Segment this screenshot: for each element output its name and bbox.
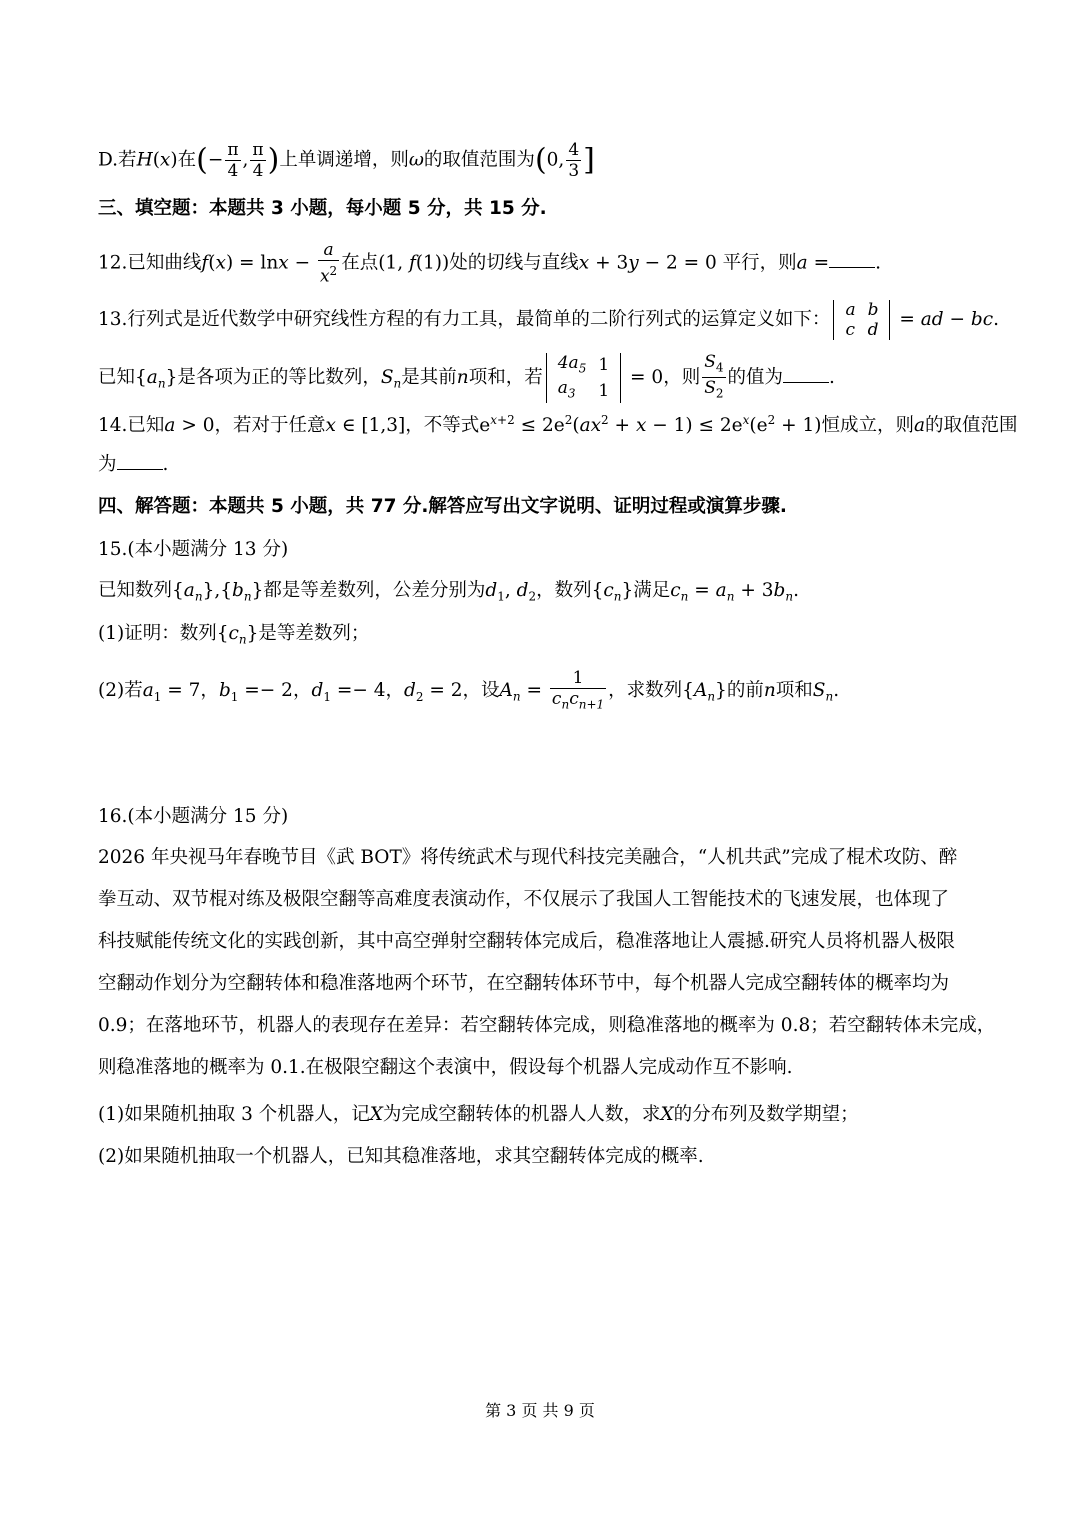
- text: 14.已知: [98, 415, 165, 437]
- text: 为: [98, 454, 117, 475]
- text: ，求数列: [608, 680, 683, 702]
- text: 处的切线与直线: [449, 252, 579, 274]
- q11-option-d: D.若H(x)在(− $\frac{\pi}{4}$ , $\frac{\pi}{4}$ )上单调递增，则ω的取值范围为(0, $\frac{4}{3}$ ]: [98, 140, 595, 181]
- fraction: $\frac{\pi}{4}$: [252, 140, 264, 181]
- text: 项和: [775, 680, 813, 702]
- paragraph-line: 2026 年央视马年春晚节目《武 BOT》将传统武术与现代科技完美融合，“人机共武”完成了棍术攻防、醉: [98, 847, 958, 868]
- text: ，设: [462, 680, 500, 702]
- text: .: [829, 366, 835, 388]
- text: 的取值范围为: [423, 149, 535, 171]
- page-footer: 第 3 页 共 9 页: [485, 1401, 595, 1420]
- question-15-part1: (1)证明：数列$\{c_n\}$是等差数列；: [98, 623, 370, 647]
- question-16-title: 16.(本小题满分 15 分): [98, 806, 289, 827]
- fraction: $\frac{S_4}{S_2}$: [704, 352, 724, 401]
- text: (2)若: [98, 680, 143, 702]
- answer-blank[interactable]: [829, 249, 875, 268]
- text: 13.行列式是近代数学中研究线性方程的有力工具，最简单的二阶行列式的运算定义如下：: [98, 309, 831, 330]
- text: 是等差数列；: [258, 623, 370, 644]
- paragraph-line: 科技赋能传统文化的实践创新，其中高空弹射空翻转体完成后，稳准落地让人震撼.研究人员将机器人极限: [98, 931, 955, 952]
- question-15-part2: (2)若$a_1 = 7$，$b_1 =- 2$，$d_1 =- 4$，$d_2 = 2$，设$A_n$ = $\frac{1}{c_nc_{n+1}}$ ，求数列$\{A_n\}$的前n项和$S_n$.: [98, 668, 982, 714]
- text: 是其前: [401, 366, 457, 388]
- fraction: $\frac{a}{x^2}$: [319, 240, 338, 287]
- text: .: [162, 454, 169, 475]
- text: 项和，若: [468, 366, 543, 388]
- question-13-line1: 13.行列式是近代数学中研究线性方程的有力工具，最简单的二阶行列式的运算定义如下： a b c d = ad − bc.: [98, 300, 999, 340]
- answer-blank[interactable]: [783, 364, 829, 383]
- text: (1)如果随机抽取 3 个机器人，记: [98, 1104, 370, 1125]
- question-15-title: 15.(本小题满分 13 分): [98, 539, 289, 560]
- determinant: $4a_5$ 1 $a_3$ 1: [546, 353, 621, 404]
- text: 为完成空翻转体的机器人人数，求: [382, 1104, 661, 1125]
- text: 在: [177, 149, 197, 171]
- question-12: 12.已知曲线f(x) = lnx − $\frac{a}{x^2}$ 在点(1, f(1))处的切线与直线x + 3y − 2 = 0 平行，则a = .: [98, 240, 881, 287]
- text: 平行，则: [722, 252, 797, 274]
- text: 12.已知曲线: [98, 252, 202, 274]
- text: 是各项为正的等比数列，: [177, 366, 381, 388]
- text: 满足: [633, 580, 671, 601]
- text: 的值为: [727, 366, 784, 388]
- section-4-heading: 四、解答题：本题共 5 小题，共 77 分.解答应写出文字说明、证明过程或演算步骤.: [98, 496, 787, 517]
- question-14-line1: 14.已知a > 0，若对于任意x ∈ [1,3]，不等式$e^{x+2} \le 2e^2(ax^2 + x - 1) \le 2e^x(e^2 + 1)$恒成立，则a的取值范围: [98, 413, 1018, 437]
- question-16-part2: (2)如果随机抽取一个机器人，已知其稳准落地，求其空翻转体完成的概率.: [98, 1146, 704, 1167]
- text: 已知数列: [98, 580, 173, 601]
- text: (1)证明：数列: [98, 623, 217, 644]
- paragraph-line: 0.9；在落地环节，机器人的表现存在差异：若空翻转体完成，则稳准落地的概率为 0.8；若空翻转体未完成，: [98, 1015, 996, 1036]
- paragraph-line: 空翻动作划分为空翻转体和稳准落地两个环节，在空翻转体环节中，每个机器人完成空翻转体的概率均为: [98, 973, 950, 994]
- text: 在点: [341, 252, 379, 274]
- text: D.若: [98, 149, 137, 171]
- question-16-part1: (1)如果随机抽取 3 个机器人，记X为完成空翻转体的机器人人数，求X的分布列及数学期望；: [98, 1104, 859, 1125]
- text: 都是等差数列，公差分别为: [263, 580, 486, 601]
- question-13-line2: 已知$\{a_n\}$是各项为正的等比数列，$S_n$是其前n项和，若 $4a_5$ 1 $a_3$ 1 = 0，则 $\frac{S_4}{S_2}$ 的值为 .: [98, 352, 982, 404]
- text: ，则: [663, 366, 701, 388]
- fraction: $\frac{\pi}{4}$: [227, 140, 239, 181]
- paragraph-line: 则稳准落地的概率为 0.1.在极限空翻这个表演中，假设每个机器人完成动作互不影响.: [98, 1057, 793, 1078]
- text: 的前: [726, 680, 764, 702]
- text: .: [875, 252, 881, 274]
- text: 的分布列及数学期望；: [673, 1104, 859, 1125]
- text: ，不等式: [405, 415, 480, 437]
- text: ，若对于任意: [214, 415, 326, 437]
- question-14-line2: [98, 451, 982, 478]
- text: 已知: [98, 366, 136, 388]
- question-15-stem: 已知数列$\{a_n\},\{b_n\}$都是等差数列，公差分别为$d_1$, $d_2$，数列$\{c_n\}$满足$c_n = a_n + 3b_n$.: [98, 580, 799, 604]
- question-16-stem: [98, 845, 996, 1097]
- text: 上单调递增，则: [279, 149, 409, 171]
- text: 恒成立，则: [821, 415, 914, 437]
- section-3-heading: 三、填空题：本题共 3 小题，每小题 5 分，共 15 分.: [98, 198, 547, 219]
- determinant: a b c d: [833, 300, 890, 340]
- fraction: $\frac{1}{c_nc_{n+1}}$: [551, 668, 605, 712]
- text: ，数列: [536, 580, 592, 601]
- text: 的取值范围: [925, 415, 1018, 437]
- paragraph-line: 拳互动、双节棍对练及极限空翻等高难度表演动作，不仅展示了我国人工智能技术的飞速发展，也体现了: [98, 889, 950, 910]
- answer-blank[interactable]: [117, 451, 163, 470]
- fraction: $\frac{4}{3}$: [568, 140, 580, 181]
